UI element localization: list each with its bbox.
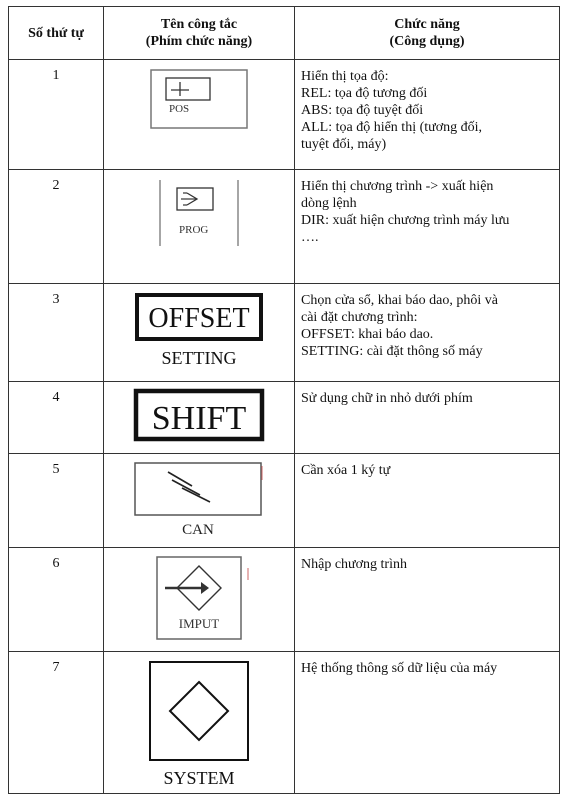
system-key: [144, 658, 254, 790]
table-row: [9, 170, 560, 284]
row-description: Sử dụng chữ in nhỏ dưới phím: [295, 382, 560, 454]
input-key-label: IMPUT: [178, 616, 220, 631]
shift-key-label: SHIFT: [151, 400, 247, 437]
row-number: 1: [9, 60, 104, 170]
row-number: 6: [9, 548, 104, 652]
row-number: 4: [9, 382, 104, 454]
can-key-label: CAN: [182, 522, 214, 538]
offset-setting-key: [134, 292, 264, 372]
prog-key-label: PROG: [179, 224, 209, 236]
header-key-name: Tên công tắc (Phím chức năng): [104, 7, 295, 60]
setting-key-label: SETTING: [161, 348, 237, 368]
row-description: Chọn cửa sổ, khai báo dao, phôi và cài đặt chương trình: OFFSET: khai báo dao. SETTING: cài đặt thông số máy: [295, 284, 560, 382]
can-key-cell: [104, 454, 295, 548]
row-number: 7: [9, 652, 104, 794]
table-row: [9, 548, 560, 652]
can-key: [132, 460, 266, 540]
prog-key-cell: [104, 170, 295, 284]
row-description: Hiển thị tọa độ: REL: tọa độ tương đối ABS: tọa độ tuyệt đối ALL: tọa độ hiển thị (tương đối, tuyệt đối, máy): [295, 60, 560, 170]
input-key: [147, 554, 251, 644]
pos-key: [149, 68, 249, 130]
pos-key-cell: [104, 60, 295, 170]
system-key-label: SYSTEM: [163, 768, 235, 788]
row-description: Hệ thống thông số dữ liệu của máy: [295, 652, 560, 794]
header-row: [9, 7, 560, 60]
function-key-table: [8, 6, 560, 794]
table-row: [9, 284, 560, 382]
pos-key-label: POS: [169, 103, 190, 115]
table-row: [9, 652, 560, 794]
shift-key-cell: [104, 382, 295, 454]
row-number: 2: [9, 170, 104, 284]
row-description: Hiển thị chương trình -> xuất hiện dòng lệnh DIR: xuất hiện chương trình máy lưu ….: [295, 170, 560, 284]
row-number: 3: [9, 284, 104, 382]
row-description: Nhập chương trình: [295, 548, 560, 652]
system-key-cell: [104, 652, 295, 794]
prog-key: [157, 178, 241, 250]
table-row: [9, 454, 560, 548]
table-row: [9, 382, 560, 454]
offset-key-label: OFFSET: [148, 303, 250, 334]
row-number: 5: [9, 454, 104, 548]
offset-key-cell: [104, 284, 295, 382]
header-number: Số thứ tự: [9, 7, 104, 60]
shift-key: [133, 388, 265, 444]
row-description: Cần xóa 1 ký tự: [295, 454, 560, 548]
header-function: Chức năng (Công dụng): [295, 7, 560, 60]
input-key-cell: [104, 548, 295, 652]
table-row: [9, 60, 560, 170]
